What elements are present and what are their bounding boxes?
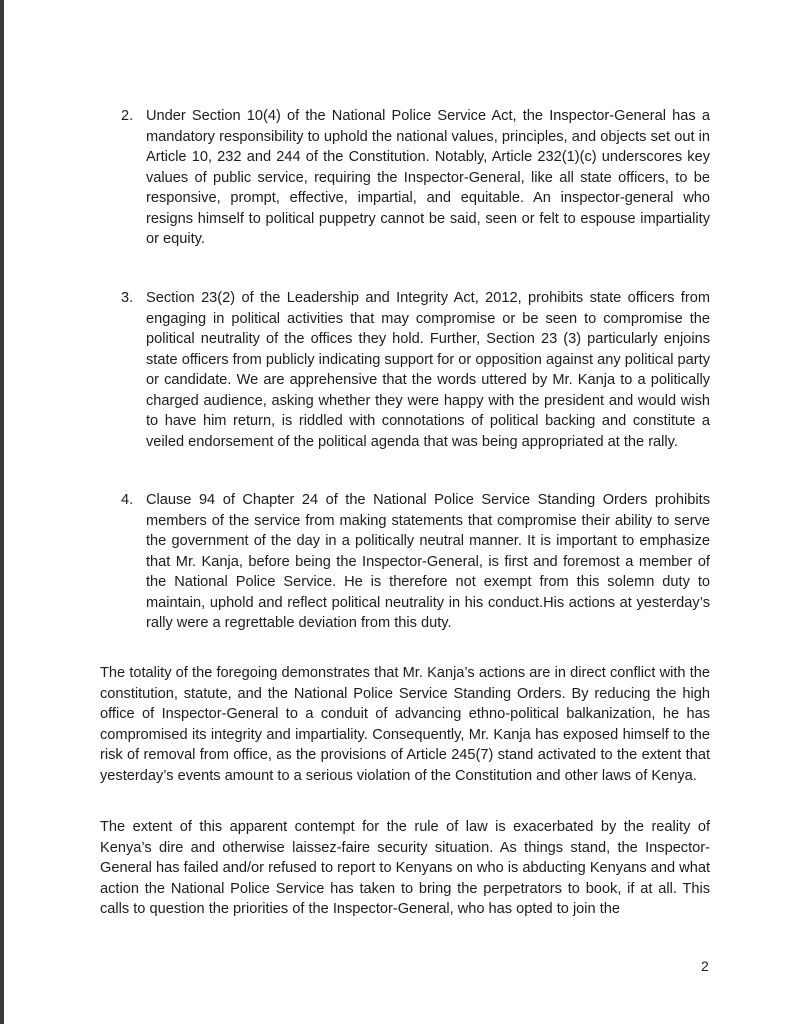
list-item-text: Section 23(2) of the Leadership and Integrity Act, 2012, prohibits state officers from engaging in political activities that may compromise or be seen to compromise the political neutrality of the offices they hold. Further, Section 23 (3) particularly enjoins state officers from publicly indicating support for or opposition against any political party or candidate. We are apprehensive that the words uttered by Mr. Kanja to a politically charged audience, asking whether they were happy with the president and would wish to have him return, is riddled with connotations of political backing and constitute a veiled endorsement of the political agenda that was being appropriated at the rally.: [146, 290, 710, 450]
list-number: 4.: [121, 492, 134, 508]
list-item-4: [121, 490, 710, 634]
list-item-text: Under Section 10(4) of the National Police Service Act, the Inspector-General has a mandatory responsibility to uphold the national values, principles, and objects set out in Article 10, 232 and 244 of the Constitution. Notably, Article 232(1)(c) underscores key values of public service, requiring the Inspector-General, like all state officers, to be responsive, prompt, effective, impartial, and equitable. An inspector-general who resigns himself to political puppetry cannot be said, seen or felt to espouse impartiality or equity.: [146, 108, 710, 247]
body-paragraph-1: The totality of the foregoing demonstrates that Mr. Kanja’s actions are in direct conflict with the constitution, statute, and the National Police Service Standing Orders. By reducing the high office of Inspector-General to a conduit of advancing ethno-political balkanization, he has compromised its integrity and impartiality. Consequently, Mr. Kanja has exposed himself to the risk of removal from office, as the provisions of Article 245(7) stand activated to the extent that yesterday’s events amount to a serious violation of the Constitution and other laws of Kenya.: [100, 665, 710, 784]
list-item-3: [121, 288, 710, 452]
page-left-border: [0, 0, 4, 1024]
list-number: 2.: [121, 108, 134, 124]
body-paragraph-2: The extent of this apparent contempt for the rule of law is exacerbated by the reality of Kenya’s dire and otherwise laissez-faire security situation. As things stand, the Inspector-General has failed and/or refused to report to Kenyans on who is abducting Kenyans and what action the National Police Service has taken to bring the perpetrators to book, if at all. This calls to question the priorities of the Inspector-General, who has opted to join the: [100, 819, 710, 917]
list-item-2: [121, 106, 710, 250]
page-number: 2: [701, 958, 709, 974]
list-number: 3.: [121, 290, 134, 306]
list-item-text: Clause 94 of Chapter 24 of the National Police Service Standing Orders prohibits members of the service from making statements that compromise their ability to serve the government of the day in a politically neutral manner. It is important to emphasize that Mr. Kanja, before being the Inspector-General, is first and foremost a member of the National Police Service. He is therefore not exempt from this solemn duty to maintain, uphold and reflect political neutrality in his conduct.His actions at yesterday’s rally were a regrettable deviation from this duty.: [146, 492, 710, 631]
